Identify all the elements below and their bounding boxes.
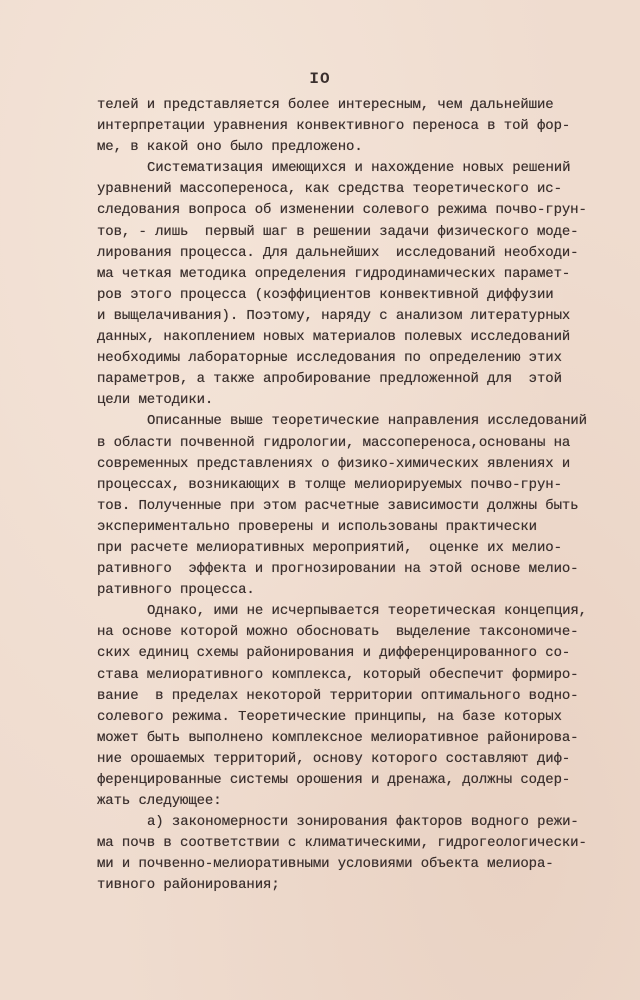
text-line: на основе которой можно обосновать выделение таксономиче- — [97, 624, 579, 641]
text-line: тивного районирования; — [97, 877, 280, 894]
text-line: следования вопроса об изменении солевого режима почво-грун- — [97, 202, 587, 219]
text-line: ративного процесса. — [97, 582, 255, 599]
text-line: ние орошаемых территорий, основу которого составляют диф- — [97, 750, 571, 767]
text-line: тов. Полученные при этом расчетные зависимости должны быть — [97, 497, 579, 514]
text-line: тов, - лишь первый шаг в решении задачи физического моде- — [97, 223, 579, 240]
text-line: ров этого процесса (коэффициентов конвективной диффузии — [97, 286, 554, 303]
text-line: цели методики. — [97, 392, 214, 409]
text-line: при расчете мелиоративных мероприятий, оценке их мелио- — [97, 539, 562, 556]
text-line: современных представлениях о физико-химических явлениях и — [97, 455, 571, 472]
text-line: необходимы лабораторные исследования по определению этих — [97, 350, 562, 367]
text-line: процессах, возникающих в толще мелиорируемых почво-грун- — [97, 476, 562, 493]
text-line: экспериментально проверены и использованы практически — [97, 518, 537, 535]
text-line: жать следующее: — [97, 793, 222, 810]
text-line: ференцированные системы орошения и дренажа, должны содер- — [97, 772, 571, 788]
text-line: может быть выполнено комплексное мелиоративное районирова- — [97, 729, 579, 746]
text-line: солевого режима. Теоретические принципы, на базе которых — [97, 708, 562, 725]
text-line: ме, в какой оно было предложено. — [97, 139, 363, 156]
paragraph-first-line: Систематизация имеющихся и нахождение новых решений — [147, 160, 571, 177]
text-line: лирования процесса. Для дальнейших исследований необходи- — [97, 244, 579, 261]
paragraph-first-line: Однако, ими не исчерпывается теоретическая концепция, — [147, 603, 587, 620]
text-line: интерпретации уравнения конвективного переноса в той фор- — [97, 118, 571, 135]
paragraph-first-line: Описанные выше теоретические направления исследований — [147, 413, 587, 430]
text-line: ских единиц схемы районирования и дифференцированного со- — [97, 645, 571, 662]
text-line: и выщелачивания). Поэтому, наряду с анализом литературных — [97, 307, 571, 324]
text-line: ма четкая методика определения гидродинамических парамет- — [97, 265, 571, 282]
paragraph-first-line: а) закономерности зонирования факторов водного режи- — [147, 814, 579, 831]
text-line: ми и почвенно-мелиоративными условиями объекта мелиора- — [97, 856, 554, 873]
text-line: ративного эффекта и прогнозировании на этой основе мелио- — [97, 561, 579, 578]
text-line: телей и представляется более интересным, чем дальнейшие — [97, 97, 554, 113]
text-line: става мелиоративного комплекса, который обеспечит формиро- — [97, 666, 579, 683]
text-line: данных, накоплением новых материалов полевых исследований — [97, 329, 571, 346]
text-line: уравнений массопереноса, как средства теоретического ис- — [97, 181, 562, 198]
text-line: параметров, а также апробирование предложенной для этой — [97, 371, 562, 388]
document-body — [97, 95, 617, 897]
text-line: ма почв в соответствии с климатическими, гидрогеологически- — [97, 835, 587, 852]
page-number: IO — [309, 70, 331, 88]
text-line: вание в пределах некоторой территории оптимального водно- — [97, 687, 579, 704]
text-line: в области почвенной гидрологии, массопереноса,основаны на — [97, 434, 571, 451]
